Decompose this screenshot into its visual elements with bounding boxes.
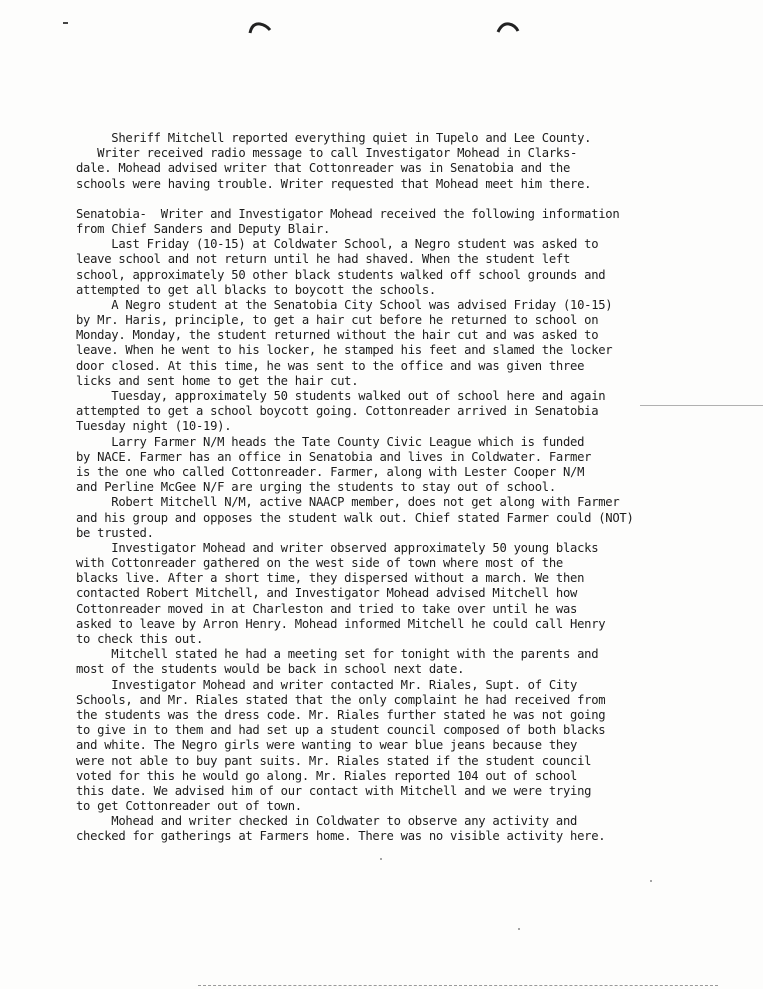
report-line: blacks live. After a short time, they dispersed without a march. We then: [76, 571, 585, 586]
punch-hole-mark-left: [248, 20, 272, 39]
report-line: be trusted.: [76, 525, 154, 540]
scan-edge-line: [640, 405, 763, 406]
report-line: school, approximately 50 other black students walked off school grounds and: [76, 267, 606, 282]
report-line: door closed. At this time, he was sent to the office and was given three: [76, 358, 585, 373]
report-line: schools were having trouble. Writer requested that Mohead meet him there.: [76, 176, 592, 191]
report-line: and Perline McGee N/F are urging the students to stay out of school.: [76, 480, 556, 495]
report-line: is the one who called Cottonreader. Farmer, along with Lester Cooper N/M: [76, 464, 585, 479]
report-line: contacted Robert Mitchell, and Investigator Mohead advised Mitchell how: [76, 586, 578, 601]
report-line: checked for gatherings at Farmers home. There was no visible activity here.: [76, 829, 606, 844]
report-paragraph: [76, 435, 676, 496]
report-line: to get Cottonreader out of town.: [76, 799, 302, 814]
report-line: leave. When he went to his locker, he stamped his feet and slamed the locker: [76, 343, 613, 358]
report-line: Investigator Mohead and writer contacted Mr. Riales, Supt. of City: [76, 677, 578, 692]
report-paragraph: [76, 678, 676, 815]
report-paragraph: [76, 298, 676, 389]
report-line: A Negro student at the Senatobia City School was advised Friday (10-15): [76, 297, 613, 312]
report-line: by NACE. Farmer has an office in Senatobia and lives in Coldwater. Farmer: [76, 449, 592, 464]
report-paragraph: [76, 131, 676, 192]
report-line: Monday. Monday, the student returned without the hair cut and was asked to: [76, 328, 599, 343]
report-line: Larry Farmer N/M heads the Tate County Civic League which is funded: [76, 434, 585, 449]
report-line: from Chief Sanders and Deputy Blair.: [76, 221, 331, 236]
report-line: voted for this he would go along. Mr. Riales reported 104 out of school: [76, 768, 578, 783]
report-line: attempted to get all blacks to boycott the schools.: [76, 282, 436, 297]
report-line: with Cottonreader gathered on the west side of town where most of the: [76, 556, 563, 571]
report-line: Mohead and writer checked in Coldwater to observe any activity and: [76, 814, 578, 829]
report-line: and white. The Negro girls were wanting to wear blue jeans because they: [76, 738, 578, 753]
report-line: licks and sent home to get the hair cut.: [76, 373, 359, 388]
report-line: by Mr. Haris, principle, to get a hair cut before he returned to school on: [76, 313, 599, 328]
report-paragraph: [76, 541, 676, 647]
report-paragraph: [76, 647, 676, 677]
scan-speck: [380, 858, 382, 860]
report-line: attempted to get a school boycott going. Cottonreader arrived in Senatobia: [76, 404, 599, 419]
report-line: to give in to them and had set up a student council composed of both blacks: [76, 723, 606, 738]
scan-speck: [518, 928, 520, 930]
report-line: Senatobia- Writer and Investigator Mohead received the following information: [76, 206, 620, 221]
page-bottom-edge: [198, 985, 718, 986]
report-line: Last Friday (10-15) at Coldwater School, a Negro student was asked to: [76, 237, 599, 252]
report-paragraph: [76, 207, 676, 237]
report-paragraph: [76, 814, 676, 844]
scan-speck: [650, 880, 652, 882]
scan-mark-dash: [63, 14, 69, 28]
report-line: asked to leave by Arron Henry. Mohead informed Mitchell he could call Henry: [76, 616, 606, 631]
report-line: this date. We advised him of our contact with Mitchell and we were trying: [76, 783, 592, 798]
report-paragraph: [76, 495, 676, 541]
report-line: leave school and not return until he had shaved. When the student left: [76, 252, 571, 267]
report-line: were not able to buy pant suits. Mr. Riales stated if the student council: [76, 753, 592, 768]
report-line: Tuesday, approximately 50 students walked out of school here and again: [76, 389, 606, 403]
punch-hole-mark-right: [496, 20, 520, 39]
report-line: Investigator Mohead and writer observed approximately 50 young blacks: [76, 540, 599, 555]
report-line: Cottonreader moved in at Charleston and tried to take over until he was: [76, 601, 578, 616]
report-body: [76, 131, 676, 845]
report-line: and his group and opposes the student walk out. Chief stated Farmer could (NOT): [76, 510, 634, 525]
report-line: Schools, and Mr. Riales stated that the only complaint he had received from: [76, 692, 606, 707]
report-line: Tuesday night (10-19).: [76, 419, 232, 434]
report-line: dale. Mohead advised writer that Cottonreader was in Senatobia and the: [76, 161, 571, 176]
report-paragraph: [76, 237, 676, 298]
report-line: Mitchell stated he had a meeting set for tonight with the parents and: [76, 647, 599, 662]
report-line: the students was the dress code. Mr. Riales further stated he was not going: [76, 707, 606, 722]
report-line: Sheriff Mitchell reported everything quiet in Tupelo and Lee County.: [76, 131, 592, 145]
report-line: to check this out.: [76, 632, 204, 646]
report-paragraph: [76, 389, 676, 435]
report-line: most of the students would be back in school next date.: [76, 662, 465, 677]
report-line: Robert Mitchell N/M, active NAACP member, does not get along with Farmer: [76, 495, 620, 510]
report-line: Writer received radio message to call Investigator Mohead in Clarks-: [76, 146, 578, 161]
